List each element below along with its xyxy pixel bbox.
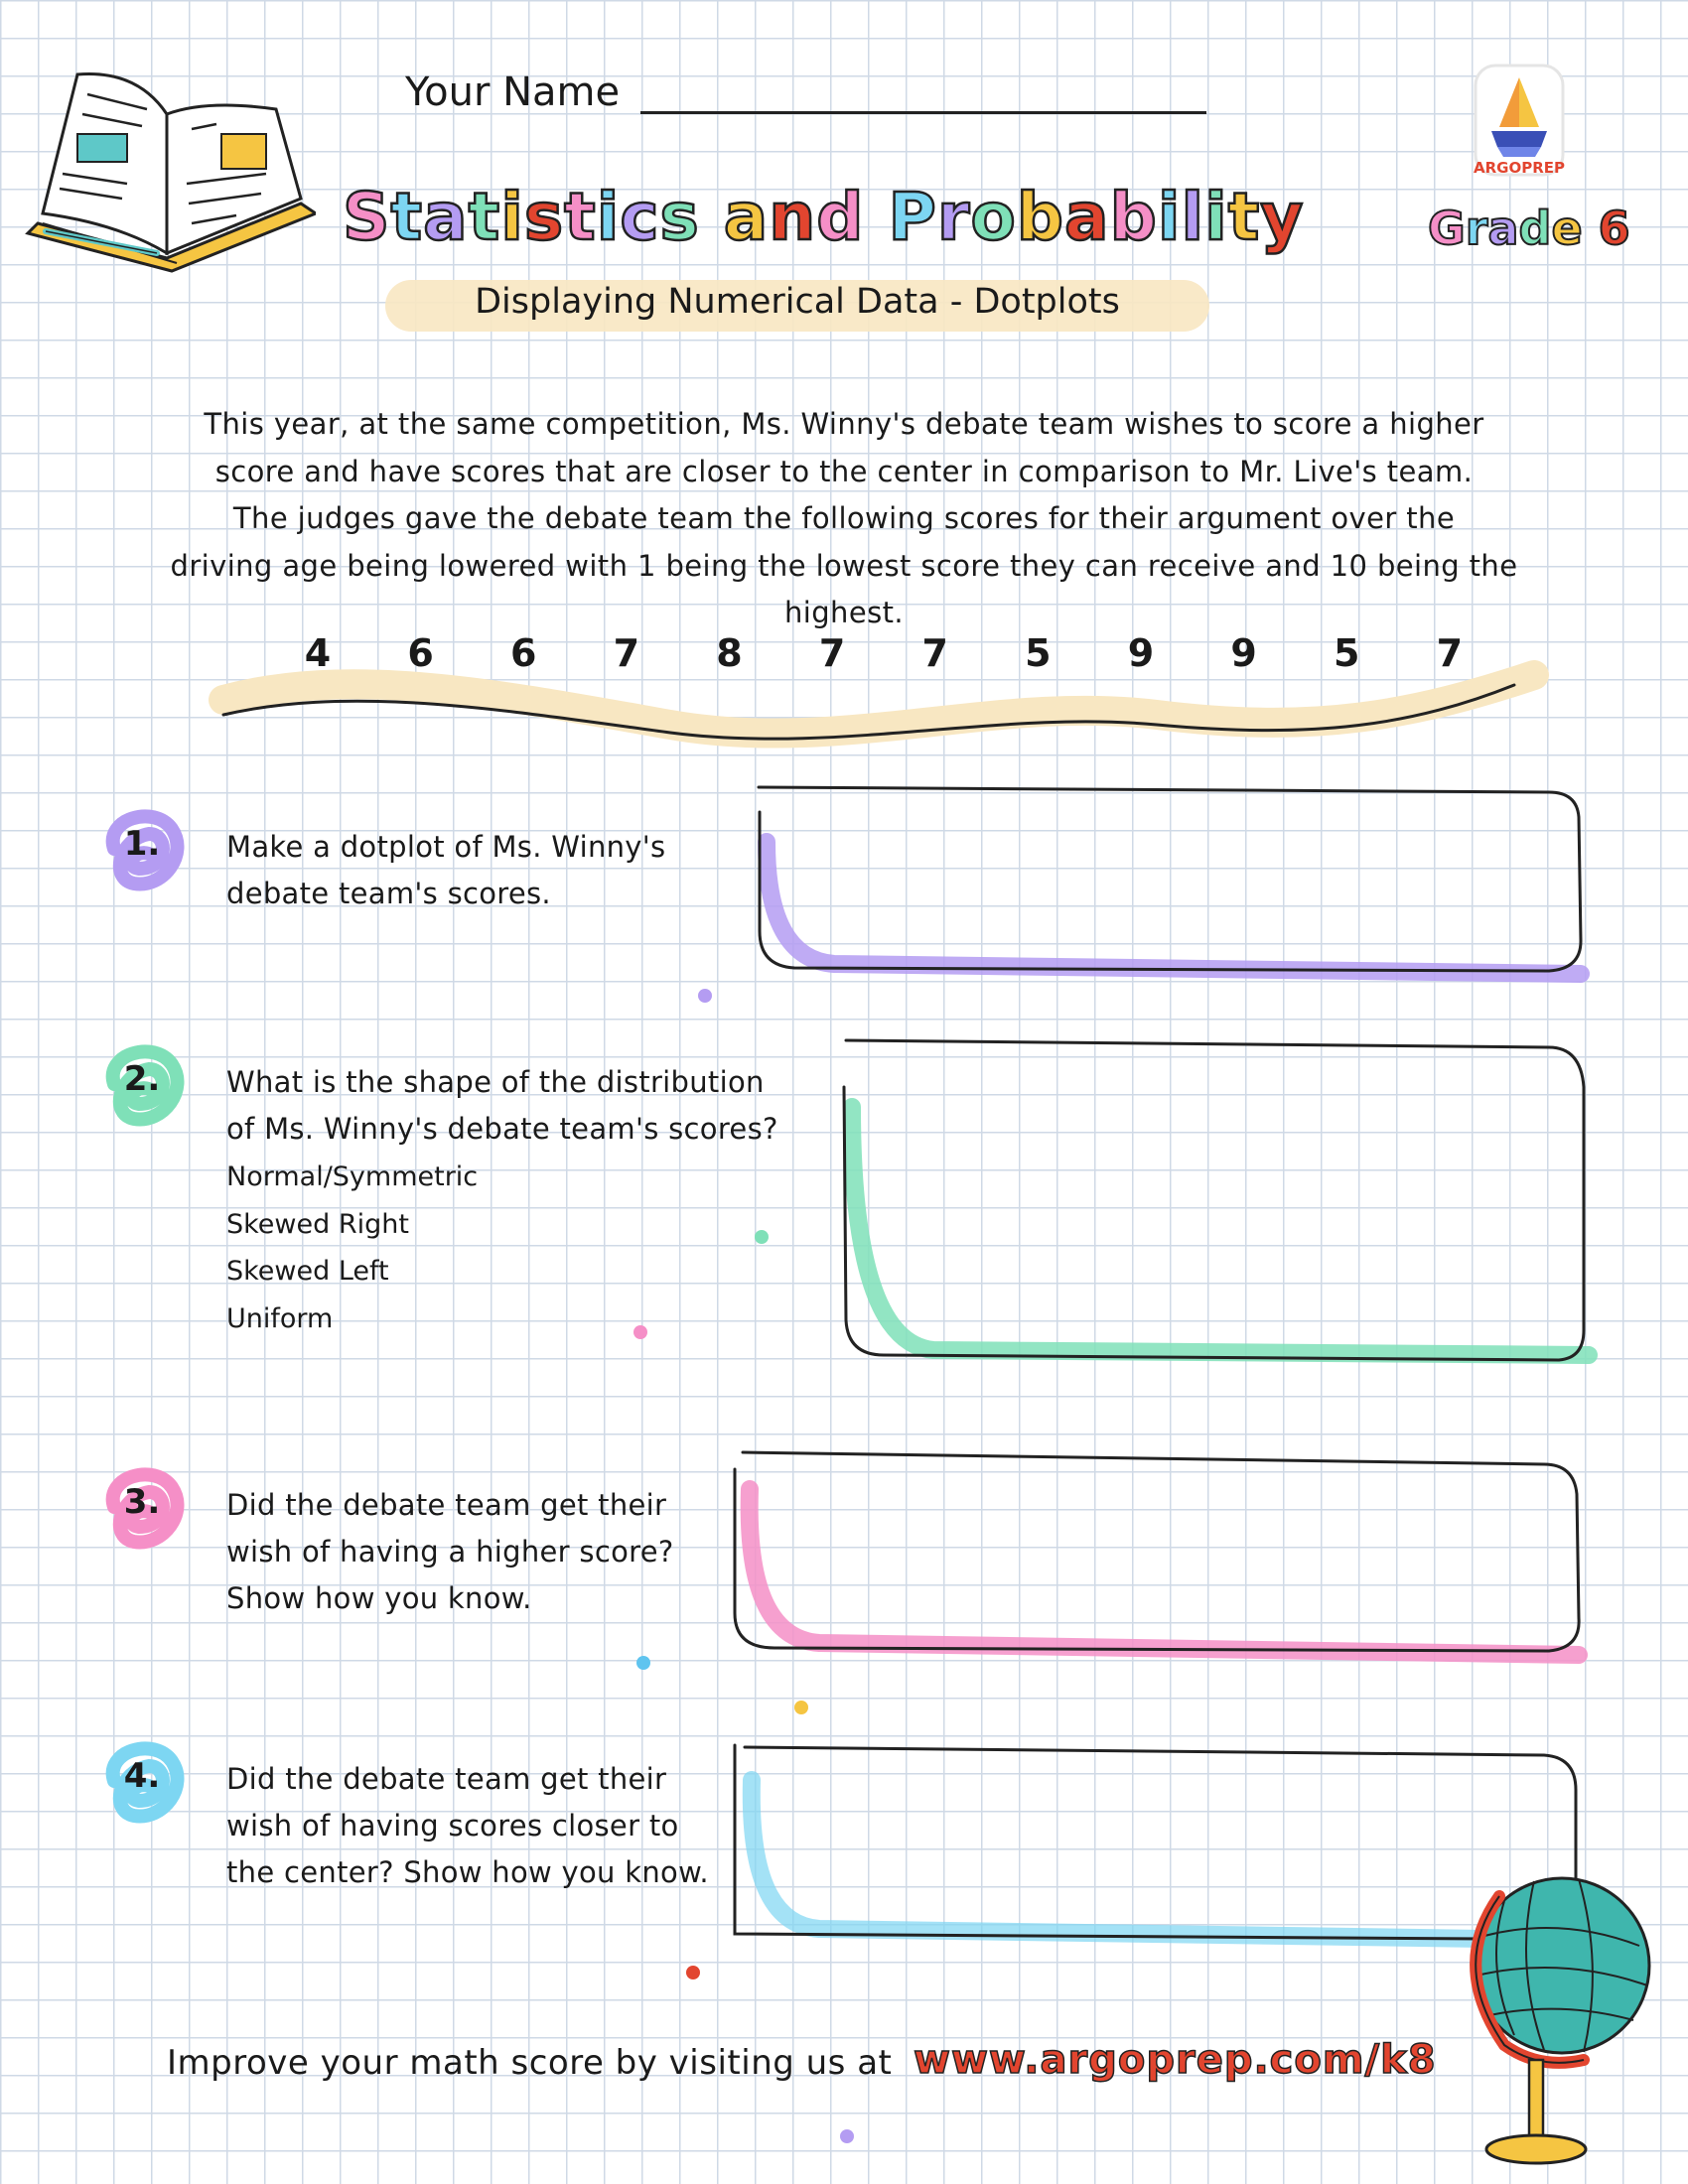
subtitle: Displaying Numerical Data - Dotplots [475, 282, 1120, 322]
decorative-dot [633, 1325, 647, 1339]
intro-line: driving age being lowered with 1 being the lowest score they can receive and 10 being the highest. [170, 548, 1518, 629]
argoprep-logo-text: ARGOPREP [1473, 159, 1565, 177]
page-title: Statistics and Probability [343, 179, 1305, 255]
question-line: What is the shape of the distribution [226, 1065, 765, 1099]
score-value: 7 [921, 631, 948, 675]
question-line: wish of having scores closer to [226, 1809, 679, 1843]
score-value: 9 [1127, 631, 1155, 675]
question-2-number: 2. [123, 1059, 161, 1099]
question-line: Make a dotplot of Ms. Winny's [226, 830, 666, 864]
question-1-text [226, 824, 665, 917]
option-skewed-right[interactable]: Skewed Right [226, 1208, 409, 1240]
scores-list [298, 631, 1470, 681]
score-value: 6 [510, 631, 537, 675]
question-4-text [226, 1756, 709, 1896]
score-value: 6 [407, 631, 434, 675]
intro-paragraph [119, 401, 1569, 637]
decorative-dot [686, 1966, 700, 1979]
question-3-text [226, 1482, 674, 1622]
question-1-number: 1. [123, 824, 161, 864]
question-4-number: 4. [123, 1756, 161, 1796]
answer-box-2[interactable] [824, 1032, 1599, 1370]
decorative-dot [755, 1230, 769, 1244]
score-value: 7 [1436, 631, 1464, 675]
intro-line: This year, at the same competition, Ms. Winny's debate team wishes to score a higher [204, 407, 1484, 441]
question-2-text [226, 1059, 778, 1153]
answer-box-3[interactable] [725, 1444, 1589, 1673]
open-book-illustration [18, 55, 316, 278]
intro-line: score and have scores that are closer to the center in comparison to Mr. Live's team. [214, 454, 1474, 488]
globe-illustration [1445, 1856, 1653, 2174]
name-input-line[interactable] [640, 111, 1206, 114]
option-skewed-left[interactable]: Skewed Left [226, 1256, 389, 1287]
decorative-dot [840, 2129, 854, 2143]
answer-options [226, 1154, 478, 1342]
decorative-dot [636, 1656, 650, 1670]
decorative-dot [698, 989, 712, 1003]
score-value: 9 [1230, 631, 1257, 675]
your-name-label: Your Name [405, 69, 621, 115]
score-value: 5 [1025, 631, 1052, 675]
question-line: Did the debate team get their [226, 1762, 667, 1796]
score-value: 8 [716, 631, 743, 675]
question-line: of Ms. Winny's debate team's scores? [226, 1112, 778, 1146]
option-uniform[interactable]: Uniform [226, 1302, 334, 1334]
grade-label: Grade 6 [1428, 202, 1630, 255]
question-3-number: 3. [123, 1482, 161, 1522]
question-line: wish of having a higher score? [226, 1535, 674, 1569]
score-value: 7 [818, 631, 846, 675]
footer-link[interactable]: www.argoprep.com/k8 [914, 2037, 1437, 2083]
footer-text: Improve your math score by visiting us at [167, 2043, 893, 2083]
answer-box-1[interactable] [745, 782, 1589, 991]
decorative-dot [794, 1701, 808, 1714]
score-value: 7 [613, 631, 640, 675]
option-normal-symmetric[interactable]: Normal/Symmetric [226, 1161, 479, 1192]
question-line: debate team's scores. [226, 877, 551, 910]
question-line: Show how you know. [226, 1581, 532, 1615]
intro-line: The judges gave the debate team the following scores for their argument over the [232, 501, 1456, 535]
score-value: 5 [1334, 631, 1360, 675]
question-line: the center? Show how you know. [226, 1855, 709, 1889]
question-line: Did the debate team get their [226, 1488, 667, 1522]
score-value: 4 [304, 631, 332, 675]
